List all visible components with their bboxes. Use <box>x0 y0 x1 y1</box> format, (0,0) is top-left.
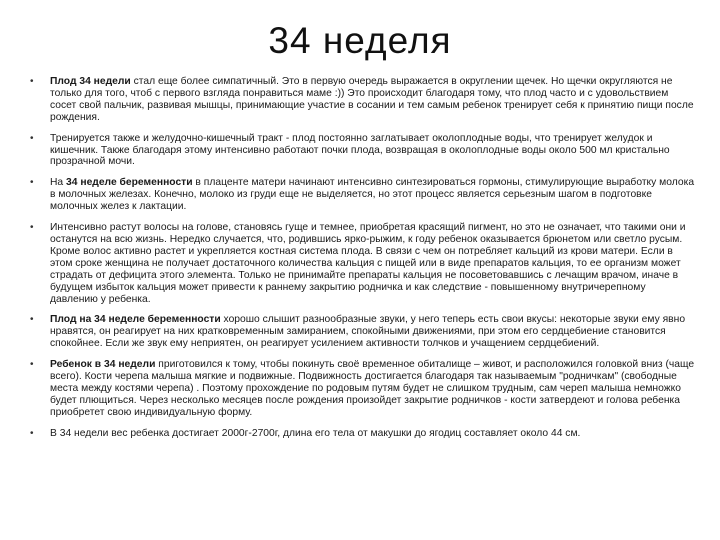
list-item <box>30 222 695 305</box>
list-item <box>30 359 695 419</box>
list-item <box>30 76 695 124</box>
bullet-icon: • <box>30 427 34 439</box>
item-text: Тренируется также и желудочно-кишечный тракт - плод постоянно заглатывает околоплодные воды, что тренирует желудок и кишечник. Также благодаря этому интенсивно работают почки плода, возвращая в околоплодные воды около 500 мл кристально прозрачной мочи. <box>50 132 670 168</box>
slide-title: 34 неделя <box>268 20 452 61</box>
bullet-icon: • <box>30 132 34 144</box>
list-item <box>30 428 695 440</box>
item-text: Интенсивно растут волосы на голове, становясь гуще и темнее, приобретая красящий пигмент, но это не означает, что такими они и останутся на всю жизнь. Нередко случается, что, родившись ярко-рыжим, к году ребенок оказывается брюнетом или светло русым. Кроме волос активно растет и укрепляется костная система плода. В связи с чем он потребляет кальций из крови матери. Если в этом сроке женщина не получает достаточного количества кальция с пищей или в виде препаратов кальция, то ее организм может страдать от дефицита этого элемента. Только не принимайте препараты кальция не посоветовавшись с лечащим врачом, иначе в будущем избыток кальция может привести к раннему закрытию родничка и как следствие - повышенному внутричерепному давлению у ребенка. <box>50 222 686 305</box>
list-item <box>30 177 695 213</box>
list-item <box>30 133 695 169</box>
list-item <box>30 314 695 350</box>
item-text: стал еще более симпатичный. Это в первую очередь выражается в округлении щечек. Но щечки округляются не только для того, чтоб с первого взгляда понравиться маме :)) Это происходит благодаря тому, что плод часто и с удовольствием сосет свой пальчик, развивая мышцы, принимающие участие в сосании и тем самым ребенок тренирует себя к принятию пищи после рождения. <box>50 76 694 123</box>
item-lead: Ребенок в 34 недели <box>50 359 156 371</box>
item-lead: Плод 34 недели <box>50 76 131 87</box>
bullet-icon: • <box>30 359 34 371</box>
item-text: в плаценте матери начинают интенсивно синтезироваться гормоны, стимулирующие выработку молока в молочных железах. Конечно, молоко из груди еще не выделяется, но этот процесс является серьезным шагом в подготовке молочных желез к лактации. <box>50 177 695 213</box>
bullet-icon: • <box>30 177 34 189</box>
item-lead: 34 неделе беременности <box>66 177 193 189</box>
item-text: хорошо слышит разнообразные звуки, у него теперь есть свои вкусы: некоторые звуки ему явно нравятся, он реагирует на них кратковременным замиранием, спокойными движениями, при этом его сердцебиение становится спокойнее. Если же звук ему неприятен, он реагирует усилением активности толчков и учащением сердцебиений. <box>50 314 686 350</box>
item-pre: На <box>50 177 67 189</box>
bullet-icon: • <box>30 314 34 326</box>
item-lead: Плод на 34 неделе беременности <box>50 314 221 326</box>
item-text: приготовился к тому, чтобы покинуть своё временное обиталище – живот, и расположился головкой вниз (чаще всего). Кости черепа малыша мягкие и подвижные. Подвижность достигается благодаря так называемым "родничкам" (свободные места между костями черепа) . Поэтому прохождение по родовым путям будет не слишком трудным, сам череп малыша немножко будет плющиться. Через несколько месяцев после рождения произойдет закрытие родничков - кости затвердеют и голова ребенка приобретет свою индивидуальную форму. <box>50 359 695 418</box>
bullet-icon: • <box>30 76 34 87</box>
item-text: В 34 недели вес ребенка достигает 2000г-2700г, длина его тела от макушки до ягодиц составляет около 44 см. <box>50 427 581 439</box>
bullet-list <box>30 76 695 440</box>
bullet-icon: • <box>30 222 34 234</box>
